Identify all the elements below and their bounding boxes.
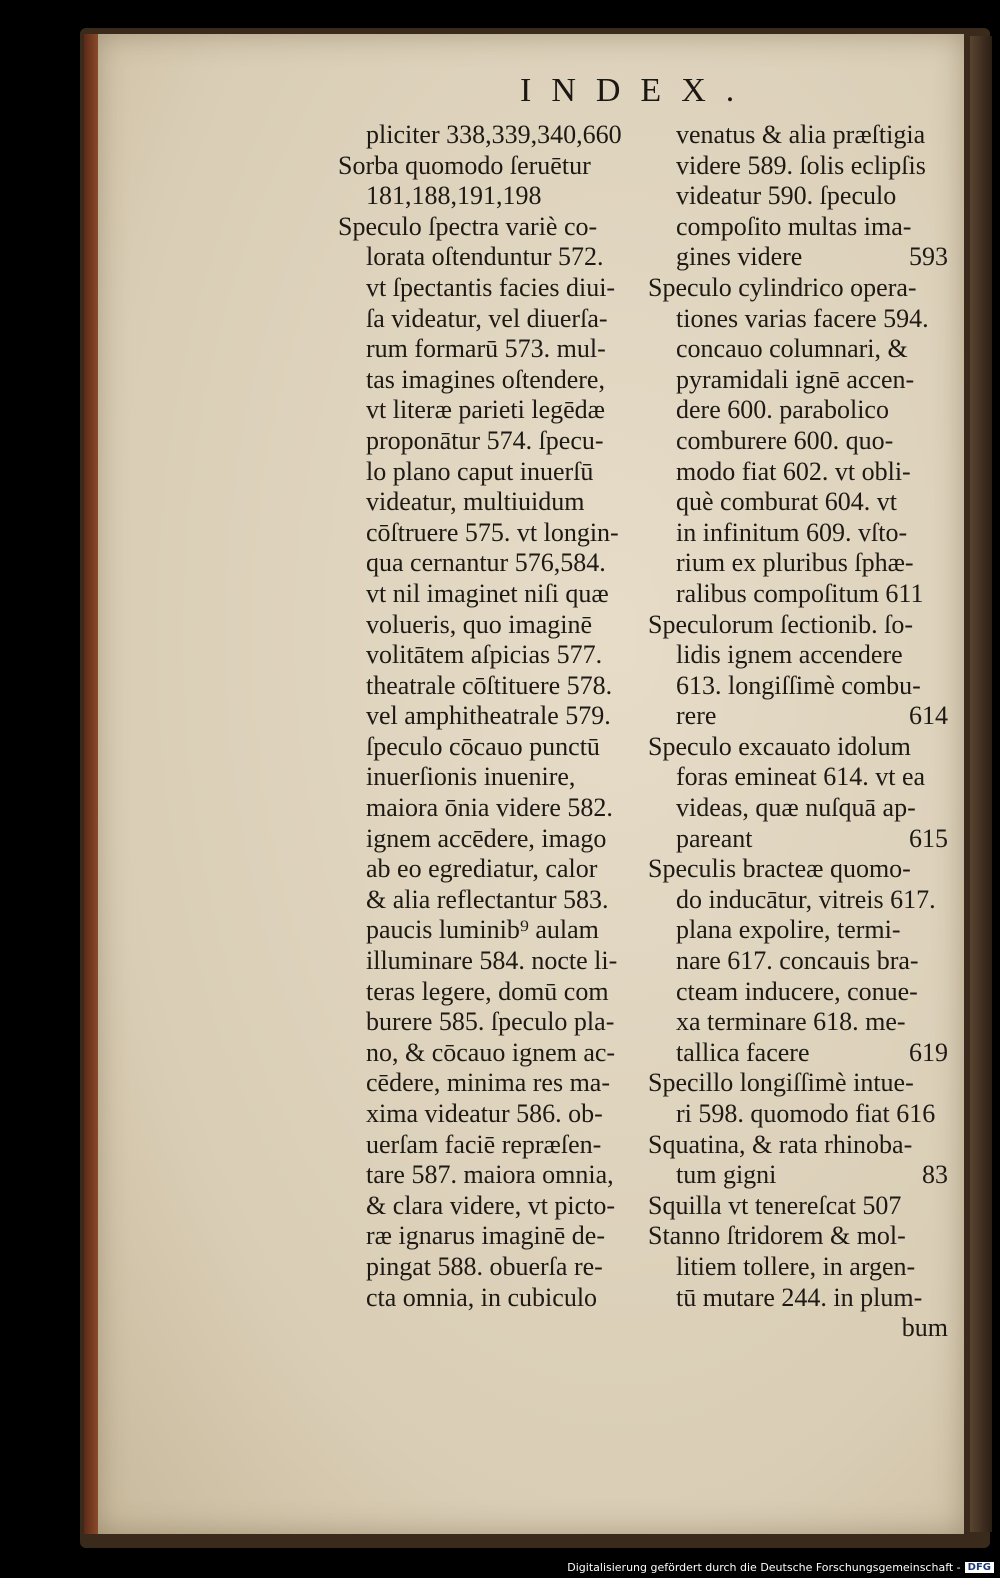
dfg-logo: DFG bbox=[965, 1562, 994, 1573]
index-line: uerſam faciē repræſen- bbox=[366, 1129, 602, 1159]
index-line: xa terminare 618. me- bbox=[676, 1007, 906, 1037]
index-line: tas imagines oſtendere, bbox=[366, 364, 605, 394]
footer-text: Digitalisierung gefördert durch die Deutsche Forschungsgemeinschaft - bbox=[567, 1561, 961, 1574]
index-line: burere 585. ſpeculo pla- bbox=[366, 1007, 615, 1037]
index-line: vt ſpectantis facies diui- bbox=[366, 272, 616, 302]
index-entry-text: tum gigni bbox=[676, 1160, 777, 1190]
index-line: ralibus compoſitum 611 bbox=[676, 578, 924, 608]
page-reference: 614 bbox=[909, 701, 948, 731]
index-line: ignem accēdere, imago bbox=[366, 823, 607, 853]
index-line: illuminare 584. nocte li- bbox=[366, 946, 618, 976]
index-line: tiones varias facere 594. bbox=[676, 303, 929, 333]
index-line: compoſito multas ima- bbox=[676, 211, 912, 241]
index-line: Specillo longiſſimè intue- bbox=[648, 1068, 914, 1098]
index-line bbox=[648, 701, 948, 732]
index-line: dere 600. parabolico bbox=[676, 395, 889, 425]
index-line: foras emineat 614. vt ea bbox=[676, 762, 926, 792]
index-line: volitātem aſpicias 577. bbox=[366, 640, 603, 670]
index-line: tare 587. maiora omnia, bbox=[366, 1160, 614, 1190]
page-reference: 593 bbox=[909, 242, 948, 272]
index-line: pliciter 338,339,340,660 bbox=[366, 120, 622, 149]
index-entry-text: gines videre bbox=[676, 242, 803, 272]
index-line: Speculo cylindrico opera- bbox=[648, 272, 917, 302]
funding-footer bbox=[567, 1561, 994, 1574]
index-line: videatur, multiuidum bbox=[366, 487, 585, 517]
index-entry-text: rere bbox=[676, 701, 717, 731]
page-reference: 615 bbox=[909, 823, 948, 853]
index-line: Speculo ſpectra variè co- bbox=[338, 211, 598, 241]
index-line: bum bbox=[901, 1313, 948, 1343]
index-line: què comburat 604. vt bbox=[676, 487, 897, 517]
index-line: paucis luminib⁹ aulam bbox=[366, 915, 599, 945]
index-line bbox=[648, 1038, 948, 1069]
index-line: no, & cōcauo ignem ac- bbox=[366, 1037, 616, 1067]
index-line: ſpeculo cōcauo punctū bbox=[366, 731, 600, 761]
running-header: INDEX. bbox=[520, 72, 755, 109]
index-line: vt nil imaginet niſi quæ bbox=[366, 578, 609, 608]
page-reference: 619 bbox=[909, 1037, 948, 1067]
index-line: cteam inducere, conue- bbox=[676, 976, 918, 1006]
index-line: inuerſionis inuenire, bbox=[366, 762, 576, 792]
index-line: videre 589. ſolis eclipſis bbox=[676, 150, 926, 180]
index-line: litiem tollere, in argen- bbox=[676, 1251, 916, 1281]
index-line: maiora ōnia videre 582. bbox=[366, 793, 613, 823]
index-line: cōſtruere 575. vt longin- bbox=[366, 517, 619, 547]
index-line: cēdere, minima res ma- bbox=[366, 1068, 610, 1098]
index-line: rium ex pluribus ſphæ- bbox=[676, 548, 914, 578]
page-reference: 83 bbox=[922, 1160, 948, 1190]
index-line: pyramidali ignē accen- bbox=[676, 364, 915, 394]
index-column-right bbox=[648, 120, 948, 1344]
index-line bbox=[648, 242, 948, 273]
index-line: pingat 588. obuerſa re- bbox=[366, 1251, 603, 1281]
index-line bbox=[648, 1160, 948, 1191]
index-line: 613. longiſſimè combu- bbox=[676, 670, 921, 700]
index-line: & clara videre, vt picto- bbox=[366, 1190, 616, 1220]
index-line: videas, quæ nuſquā ap- bbox=[676, 793, 916, 823]
index-line: modo fiat 602. vt obli- bbox=[676, 456, 911, 486]
index-line: ri 598. quomodo fiat 616 bbox=[676, 1099, 936, 1128]
index-line: Speculo excauato idolum bbox=[648, 731, 911, 761]
index-line: lorata oſtenduntur 572. bbox=[366, 242, 604, 272]
index-line: Stanno ſtridorem & mol- bbox=[648, 1221, 906, 1251]
index-line: cta omnia, in cubiculo bbox=[366, 1282, 598, 1312]
index-line: nare 617. concauis bra- bbox=[676, 946, 919, 976]
index-line: Sorba quomodo ſeruētur bbox=[338, 150, 591, 180]
index-line: teras legere, domū com bbox=[366, 976, 609, 1006]
index-line bbox=[648, 824, 948, 855]
index-line: ſa videatur, vel diuerſa- bbox=[366, 303, 608, 333]
index-line: comburere 600. quo- bbox=[676, 425, 894, 455]
page-gutter bbox=[84, 34, 98, 1534]
index-line: ræ ignarus imaginē de- bbox=[366, 1221, 605, 1251]
index-line: lo plano caput inuerſū bbox=[366, 456, 594, 486]
index-line: ab eo egrediatur, calor bbox=[366, 854, 598, 884]
index-line: proponātur 574. ſpecu- bbox=[366, 425, 604, 455]
index-line: rum formarū 573. mul- bbox=[366, 334, 606, 364]
index-line: tū mutare 244. in plum- bbox=[676, 1282, 923, 1312]
index-line: xima videatur 586. ob- bbox=[366, 1099, 603, 1128]
index-line: Squilla vt tenereſcat 507 bbox=[648, 1190, 902, 1220]
page-edge bbox=[970, 36, 992, 1532]
index-line: lidis ignem accendere bbox=[676, 640, 903, 670]
index-line: 181,188,191,198 bbox=[366, 181, 542, 211]
index-line: do inducātur, vitreis 617. bbox=[676, 884, 936, 914]
index-line: Speculorum ſectionib. ſo- bbox=[648, 609, 914, 639]
index-entry-text: pareant bbox=[676, 823, 753, 853]
index-line: & alia reflectantur 583. bbox=[366, 884, 609, 914]
index-line: plana expolire, termi- bbox=[676, 915, 901, 945]
index-line: venatus & alia præſtigia bbox=[676, 120, 926, 149]
index-line: vt literæ parieti legēdæ bbox=[366, 395, 605, 425]
index-line: concauo columnari, & bbox=[676, 334, 908, 364]
index-line: theatrale cōſtituere 578. bbox=[366, 670, 613, 700]
index-line: qua cernantur 576,584. bbox=[366, 548, 606, 578]
index-column-left bbox=[338, 120, 638, 1313]
index-line: volueris, quo imaginē bbox=[366, 609, 593, 639]
index-line: vel amphitheatrale 579. bbox=[366, 701, 611, 731]
index-entry-text: tallica facere bbox=[676, 1037, 810, 1067]
index-line: Squatina, & rata rhinoba- bbox=[648, 1129, 913, 1159]
index-line: videatur 590. ſpeculo bbox=[676, 181, 897, 211]
index-line: in infinitum 609. vſto- bbox=[676, 517, 908, 547]
index-line: Speculis bracteæ quomo- bbox=[648, 854, 911, 884]
